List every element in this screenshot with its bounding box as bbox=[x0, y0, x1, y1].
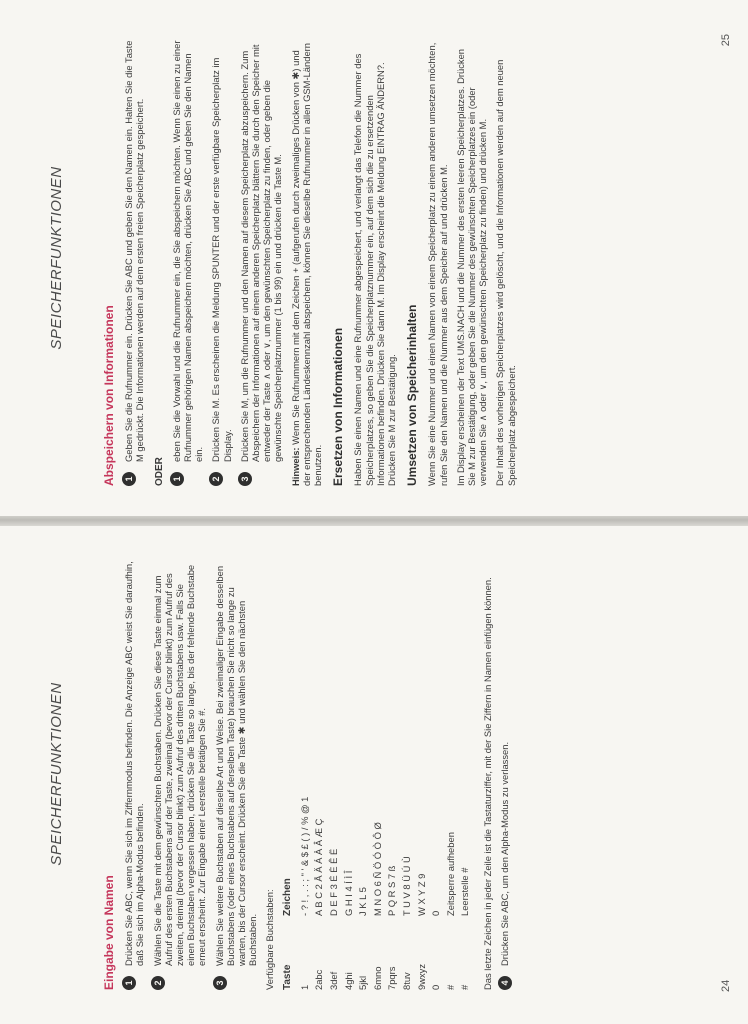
key-cell: 1 bbox=[298, 984, 310, 990]
left-page bbox=[0, 524, 748, 1024]
available-letters-label: Verfügbare Buchstaben: bbox=[264, 889, 276, 990]
chars-cell: J K L 5 bbox=[357, 887, 369, 916]
table-row bbox=[357, 797, 372, 990]
chars-cell: G H I 4 Í Ì Î bbox=[342, 870, 354, 916]
step-number: 4 bbox=[498, 976, 512, 990]
move-text-2: Im Display erscheinen der Text UMS.NACH und die Nummer des ersten leeren Speicherplatzes. Drücken Sie M zur Bestätigung, oder geben Sie die Nummer des gewünschten Speicherplatzes ein (oder verwenden Sie ∧ oder ∨, um den gewünschten Speicherplatz zu finden) und drücken M. bbox=[454, 49, 489, 486]
step-text: Drücken Sie M, um die Rufnummer und den Namen auf diesem Speicherplatz abzuspeichern. Zum Abspeichern der Informationen auf einem anderen Speicherplatz blättern Sie durch den Speicher mit entweder der Taste ∧ oder ∨, um den gewünschten Speicherplatz zu finden, oder geben die gewünschte Speicherplatznummer (1 bis 99) ein und drücken die Taste M. bbox=[238, 44, 284, 462]
table-row bbox=[430, 797, 445, 990]
page-number: 25 bbox=[720, 34, 732, 47]
table-row bbox=[328, 797, 343, 990]
key-cell: 4ghi bbox=[342, 972, 354, 990]
step-number: 3 bbox=[238, 472, 252, 486]
step-3 bbox=[239, 40, 284, 486]
running-head: SPEICHERFUNKTIONEN bbox=[48, 166, 65, 350]
table-row bbox=[459, 797, 474, 990]
oder-label: ODER bbox=[153, 457, 165, 486]
table-row bbox=[445, 797, 460, 990]
step-4 bbox=[499, 560, 512, 990]
key-cell: 0 bbox=[430, 984, 442, 990]
chars-cell: W X Y Z 9 bbox=[415, 873, 427, 916]
step-text: Wählen Sie die Taste mit dem gewünschten Buchstaben. Drücken Sie diese Taste einmal zum Aufruf des ersten Buchstabens auf der Taste, zweimal (bevor der Cursor blinkt) zum Aufruf des zweiten, dreimal (bevor der Cursor blinkt) zum Aufruf des dritten Buchstabens usw. Falls Sie einen Buchstaben vergessen haben, drücken Sie die Taste so lange, bis der fehlende Buchstabe erneut erscheint. Zur Eingabe einer Leerstelle betätigen Sie #. bbox=[151, 564, 208, 966]
step-1 bbox=[123, 560, 145, 990]
step-number: 1 bbox=[170, 472, 184, 486]
step-2 bbox=[210, 40, 232, 486]
replace-section-title: Ersetzen von Informationen bbox=[331, 327, 346, 486]
chars-cell: Leerstelle # bbox=[459, 867, 471, 916]
move-section-title: Umsetzen von Speicherinhalten bbox=[405, 304, 420, 486]
key-cell: 2abc bbox=[313, 969, 325, 990]
key-cell: # bbox=[459, 984, 471, 990]
hint-text: Wenn Sie Rufnummern mit dem Zeichen + (aufgerufen durch zweimaliges Drücken von ✱) und der entsprechenden Ländeskennzahl abspeichern, können Sie dieselbe Rufnummer in allen GSM-Ländern benutzen. bbox=[289, 43, 324, 486]
step-3 bbox=[214, 560, 259, 990]
chars-cell: A B C 2 Å Ä Á À Â Æ Ç bbox=[313, 818, 325, 916]
column-header-key: Taste bbox=[281, 964, 293, 990]
page-number: 24 bbox=[720, 979, 732, 992]
table-row bbox=[372, 797, 387, 990]
step-1b bbox=[171, 40, 205, 486]
running-head: SPEICHERFUNKTIONEN bbox=[48, 682, 65, 866]
chars-cell: - ? ! , . : ; " ' & $ £ ( ) / % @ 1 bbox=[298, 796, 310, 916]
column-header-chars: Zeichen bbox=[281, 878, 293, 916]
step-text: eben Sie die Vorwahl und die Rufnummer ein, die Sie abspeichern möchten. Wenn Sie einen zu einer Rufnummer gehörigen Namen abspeichern möchten, drücken Sie ABC und geben Sie den Namen ein. bbox=[170, 40, 205, 462]
key-cell: 6mno bbox=[371, 966, 383, 990]
right-page-content bbox=[104, 40, 523, 486]
table-row bbox=[401, 797, 416, 990]
step-number: 3 bbox=[213, 976, 227, 990]
key-cell: 5jkl bbox=[357, 975, 369, 990]
after-table-text: Das letzte Zeichen in jeder Zeile ist die Tastaturziffer, mit der Sie Ziffern in Namen einfügen können. bbox=[481, 577, 493, 990]
step-text: Drücken Sie ABC, wenn Sie sich im Ziffernmodus befinden. Die Anzeige ABC weist Sie daraufhin, daß Sie sich im Alpha-Modus befinden. bbox=[123, 561, 146, 966]
step-text: Wählen Sie weitere Buchstaben auf dieselbe Art und Weise. Bei zweimaliger Eingabe desselben Buchstabens (oder eines Buchstabens auf derselben Taste) brauchen Sie nicht so lange zu warten, bis der Cursor erscheint. Drücken Sie die Taste ✱ und wählen Sie den nächsten Buchstaben. bbox=[213, 565, 259, 966]
replace-text: Haben Sie einen Namen und eine Rufnummer abgespeichert, und verlangt das Telefon die Nummer des Speicherplatzes, so geben Sie die Speicherplatznummer ein, auf dem sich die zu ersetzenden Informationen befinden. Drücken Sie dann M. Im Display erscheint die Meldung EINTRAG ÄNDERN?. Drücken Sie M zur Bestätigung. bbox=[352, 53, 398, 486]
table-row bbox=[416, 797, 431, 990]
hint bbox=[290, 40, 324, 486]
character-table bbox=[282, 797, 474, 990]
step-number: 1 bbox=[122, 976, 136, 990]
step-text: Geben Sie die Rufnummer ein. Drücken Sie ABC und geben Sie den Namen ein. Halten Sie die Taste M gedrückt. Die Informationen werden auf dem ersten freien Speicherplatz gespeichert. bbox=[123, 40, 146, 462]
key-cell: 3def bbox=[328, 971, 340, 990]
chars-cell: P Q R S 7 ß bbox=[386, 865, 398, 916]
table-row bbox=[299, 797, 314, 990]
move-text-3: Der Inhalt des vorherigen Speicherplatzes wird gelöscht, und die Informationen werden auf dem neuen Speicherplatz abgespeichert. bbox=[494, 59, 517, 486]
step-number: 2 bbox=[209, 472, 223, 486]
move-text-1: Wenn Sie eine Nummer und einen Namen von einem Speicherplatz zu einem anderen umsetzen möchten, rufen Sie den Namen und die Nummer aus dem Speicher auf und drücken M. bbox=[426, 42, 449, 486]
section-title: Abspeichern von Informationen bbox=[102, 305, 116, 486]
chars-cell: D E F 3 É È Ê Ë bbox=[328, 848, 340, 916]
step-text: Drücken Sie ABC, um den Alpha-Modus zu verlassen. bbox=[499, 741, 511, 966]
hint-label: Hinweis: bbox=[289, 447, 301, 486]
table-row bbox=[313, 797, 328, 990]
chars-cell: T U V 8 Ü Ú Ù bbox=[401, 856, 412, 916]
step-text: Drücken Sie M. Es erscheinen die Meldung SPUNTER und der erste verfügbare Speicherplatz im Display. bbox=[210, 57, 233, 462]
key-cell: # bbox=[444, 984, 456, 990]
step-2 bbox=[152, 560, 208, 990]
step-number: 2 bbox=[151, 976, 165, 990]
chars-cell: Zeitsperre aufheben bbox=[444, 832, 456, 916]
section-title: Eingabe von Namen bbox=[102, 875, 116, 990]
key-cell: 9wxyz bbox=[415, 963, 427, 990]
table-row bbox=[386, 797, 401, 990]
chars-cell: M N O 6 Ñ Ö Ó Ò Ô Ø bbox=[371, 822, 383, 916]
step-1 bbox=[123, 40, 145, 486]
left-page-content bbox=[104, 560, 518, 990]
key-cell: 8tuv bbox=[401, 972, 412, 990]
step-number: 1 bbox=[122, 472, 136, 486]
table-header-row bbox=[282, 797, 299, 990]
chars-cell: 0 bbox=[430, 910, 442, 916]
table-row bbox=[343, 797, 358, 990]
key-cell: 7pqrs bbox=[386, 966, 398, 990]
